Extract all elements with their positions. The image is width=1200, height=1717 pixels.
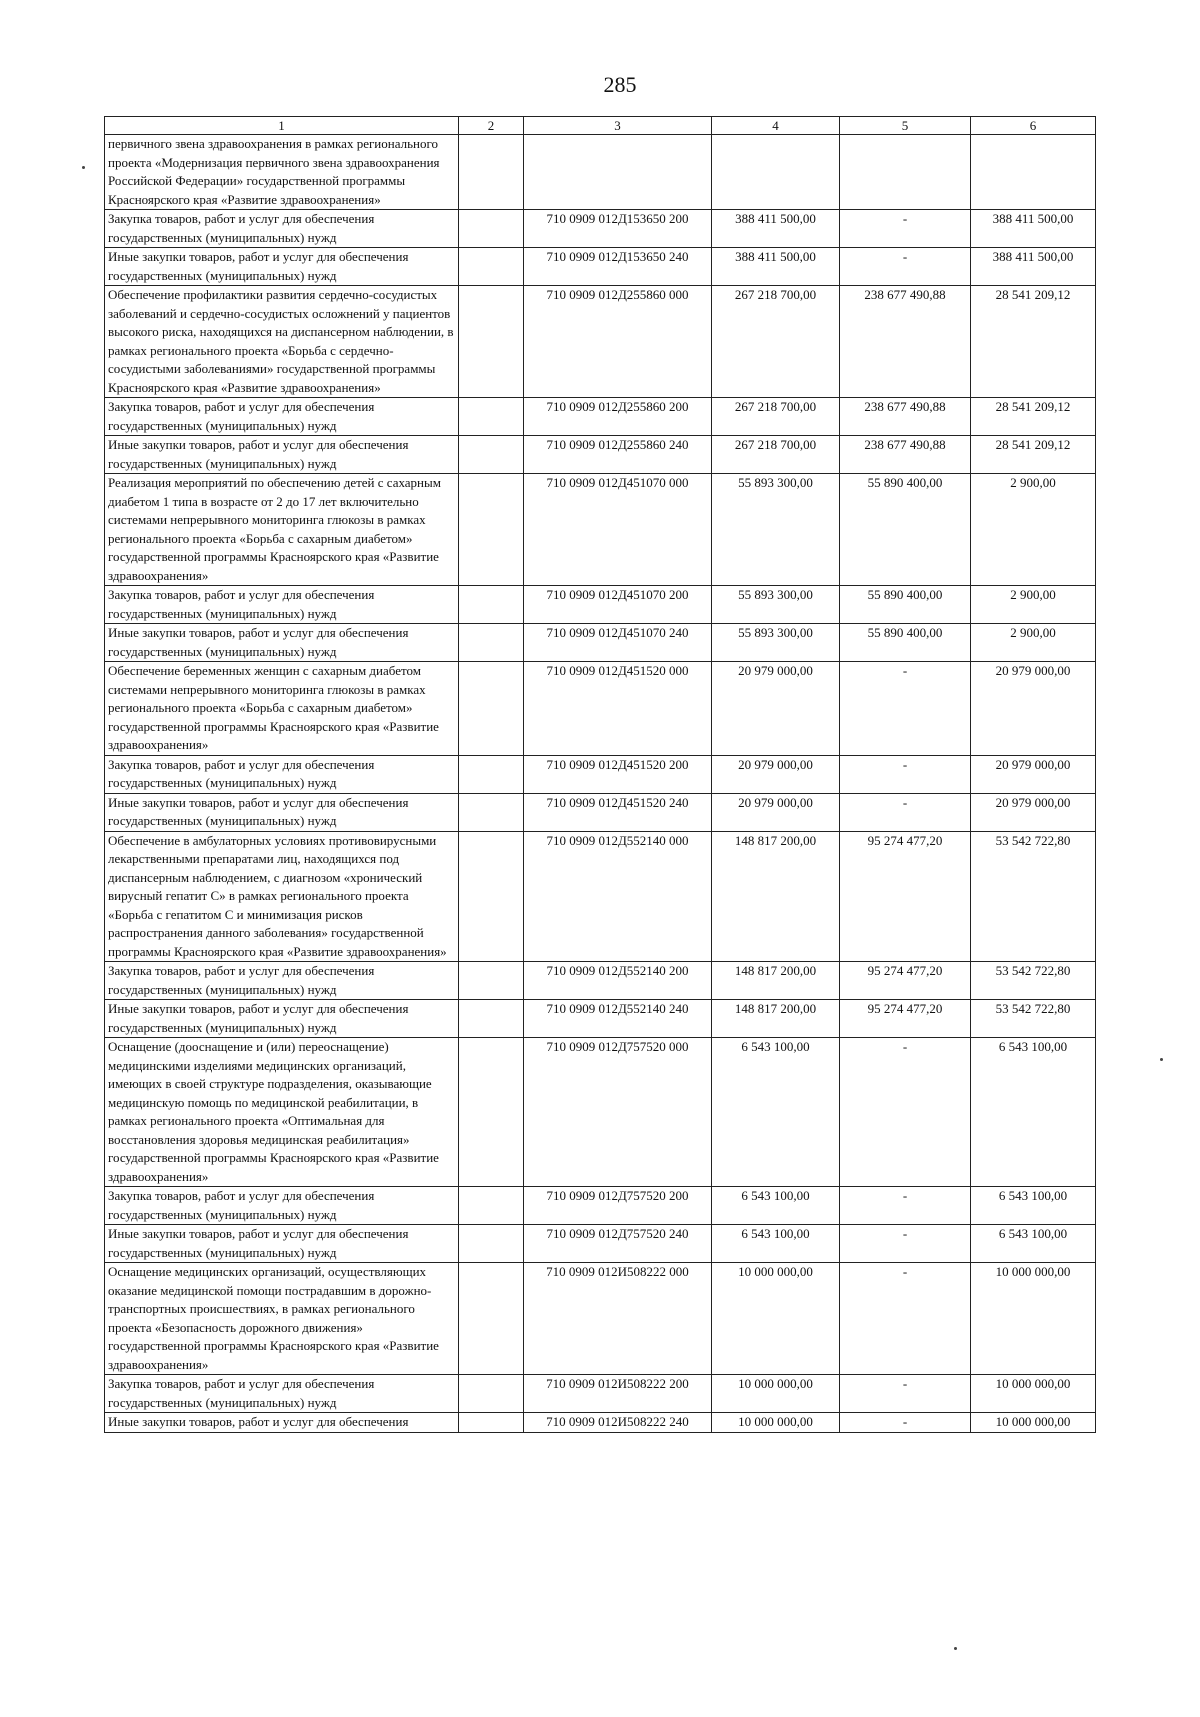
row-amount-remainder: 20 979 000,00 — [971, 755, 1096, 793]
scan-speck — [82, 166, 85, 169]
row-column-2 — [459, 586, 524, 624]
row-amount-remainder: 28 541 209,12 — [971, 286, 1096, 398]
row-budget-code: 710 0909 012Д153650 240 — [524, 248, 712, 286]
table-row — [105, 1263, 1096, 1375]
row-budget-code: 710 0909 012Д552140 200 — [524, 962, 712, 1000]
row-column-2 — [459, 831, 524, 962]
row-amount-total: 55 893 300,00 — [712, 586, 840, 624]
row-description: первичного звена здравоохранения в рамках регионального проекта «Модернизация первичного звена здравоохранения Российской Федерации» государственной программы Красноярского края «Развитие здравоохранения» — [105, 135, 459, 210]
row-budget-code: 710 0909 012Д757520 200 — [524, 1187, 712, 1225]
row-description: Оснащение (дооснащение и (или) переоснащение) медицинскими изделиями медицинских организаций, имеющих в своей структуре подразделения, оказывающие медицинскую помощь по медицинской реабилитации, в рамках регионального проекта «Оптимальная для восстановления здоровья медицинская реабилитация» государственной программы Красноярского края «Развитие здравоохранения» — [105, 1038, 459, 1187]
row-amount-total: 148 817 200,00 — [712, 1000, 840, 1038]
row-column-2 — [459, 286, 524, 398]
row-amount-executed: - — [840, 210, 971, 248]
row-column-2 — [459, 624, 524, 662]
row-amount-remainder: 6 543 100,00 — [971, 1187, 1096, 1225]
row-budget-code: 710 0909 012Д153650 200 — [524, 210, 712, 248]
row-amount-executed: - — [840, 1038, 971, 1187]
row-amount-total: 6 543 100,00 — [712, 1187, 840, 1225]
row-amount-remainder — [971, 135, 1096, 210]
column-header: 6 — [971, 117, 1096, 135]
scan-speck — [1160, 1058, 1163, 1061]
row-description: Иные закупки товаров, работ и услуг для обеспечения государственных (муниципальных) нужд — [105, 248, 459, 286]
row-budget-code: 710 0909 012Д757520 000 — [524, 1038, 712, 1187]
row-description: Обеспечение профилактики развития сердечно-сосудистых заболеваний и сердечно-сосудистых осложнений у пациентов высокого риска, находящихся на диспансерном наблюдении, в рамках регионального проекта «Борьба с сердечно-сосудистыми заболеваниями» государственной программы Красноярского края «Развитие здравоохранения» — [105, 286, 459, 398]
row-amount-remainder: 2 900,00 — [971, 624, 1096, 662]
row-amount-executed: - — [840, 248, 971, 286]
column-header: 1 — [105, 117, 459, 135]
row-column-2 — [459, 1375, 524, 1413]
row-amount-total: 148 817 200,00 — [712, 831, 840, 962]
row-description: Закупка товаров, работ и услуг для обеспечения государственных (муниципальных) нужд — [105, 1187, 459, 1225]
row-amount-total: 6 543 100,00 — [712, 1225, 840, 1263]
row-budget-code: 710 0909 012Д757520 240 — [524, 1225, 712, 1263]
row-amount-remainder: 53 542 722,80 — [971, 1000, 1096, 1038]
row-column-2 — [459, 1225, 524, 1263]
table-row — [105, 1375, 1096, 1413]
row-budget-code: 710 0909 012И508222 000 — [524, 1263, 712, 1375]
row-amount-executed: - — [840, 1375, 971, 1413]
scan-speck — [954, 1647, 957, 1650]
row-description: Иные закупки товаров, работ и услуг для обеспечения государственных (муниципальных) нужд — [105, 793, 459, 831]
row-amount-remainder: 10 000 000,00 — [971, 1263, 1096, 1375]
row-amount-executed — [840, 135, 971, 210]
table-row — [105, 135, 1096, 210]
row-amount-total: 267 218 700,00 — [712, 398, 840, 436]
row-amount-remainder: 388 411 500,00 — [971, 248, 1096, 286]
row-column-2 — [459, 398, 524, 436]
row-amount-total: 388 411 500,00 — [712, 210, 840, 248]
row-description: Иные закупки товаров, работ и услуг для обеспечения государственных (муниципальных) нужд — [105, 1000, 459, 1038]
row-amount-executed: 95 274 477,20 — [840, 962, 971, 1000]
row-budget-code — [524, 135, 712, 210]
row-budget-code: 710 0909 012Д451070 240 — [524, 624, 712, 662]
row-amount-executed: 55 890 400,00 — [840, 624, 971, 662]
row-column-2 — [459, 436, 524, 474]
row-amount-total: 10 000 000,00 — [712, 1263, 840, 1375]
row-amount-executed: 55 890 400,00 — [840, 474, 971, 586]
row-description: Реализация мероприятий по обеспечению детей с сахарным диабетом 1 типа в возрасте от 2 до 17 лет включительно системами непрерывного мониторинга глюкозы в рамках регионального проекта «Борьба с сахарным диабетом» государственной программы Красноярского края «Развитие здравоохранения» — [105, 474, 459, 586]
row-column-2 — [459, 135, 524, 210]
table-row — [105, 1038, 1096, 1187]
row-amount-remainder: 28 541 209,12 — [971, 436, 1096, 474]
column-header: 4 — [712, 117, 840, 135]
row-budget-code: 710 0909 012Д552140 000 — [524, 831, 712, 962]
column-header: 5 — [840, 117, 971, 135]
row-budget-code: 710 0909 012Д451520 240 — [524, 793, 712, 831]
row-amount-total: 55 893 300,00 — [712, 474, 840, 586]
row-amount-executed: 238 677 490,88 — [840, 398, 971, 436]
row-amount-remainder: 388 411 500,00 — [971, 210, 1096, 248]
table-row — [105, 793, 1096, 831]
table-row — [105, 436, 1096, 474]
row-amount-remainder: 10 000 000,00 — [971, 1375, 1096, 1413]
table-row — [105, 624, 1096, 662]
table-row — [105, 398, 1096, 436]
header-row — [105, 117, 1096, 135]
row-budget-code: 710 0909 012Д255860 000 — [524, 286, 712, 398]
row-description: Обеспечение беременных женщин с сахарным диабетом системами непрерывного мониторинга глюкозы в рамках регионального проекта «Борьба с сахарным диабетом» государственной программы Красноярского края «Развитие здравоохранения» — [105, 662, 459, 756]
page-number: 285 — [603, 72, 637, 97]
row-amount-remainder: 2 900,00 — [971, 586, 1096, 624]
row-column-2 — [459, 210, 524, 248]
table-body — [105, 135, 1096, 1433]
table-row — [105, 210, 1096, 248]
row-column-2 — [459, 662, 524, 756]
row-description: Иные закупки товаров, работ и услуг для обеспечения государственных (муниципальных) нужд — [105, 436, 459, 474]
row-amount-executed: - — [840, 1263, 971, 1375]
row-amount-total: 20 979 000,00 — [712, 793, 840, 831]
row-amount-total: 148 817 200,00 — [712, 962, 840, 1000]
row-amount-total: 20 979 000,00 — [712, 662, 840, 756]
table-row — [105, 831, 1096, 962]
row-amount-total: 267 218 700,00 — [712, 436, 840, 474]
row-amount-remainder: 2 900,00 — [971, 474, 1096, 586]
row-column-2 — [459, 1413, 524, 1433]
row-budget-code: 710 0909 012Д451070 200 — [524, 586, 712, 624]
table-row — [105, 1187, 1096, 1225]
row-description: Оснащение медицинских организаций, осуществляющих оказание медицинской помощи пострадавшим в дорожно-транспортных происшествиях, в рамках регионального проекта «Безопасность дорожного движения» государственной программы Красноярского края «Развитие здравоохранения» — [105, 1263, 459, 1375]
row-description: Закупка товаров, работ и услуг для обеспечения государственных (муниципальных) нужд — [105, 398, 459, 436]
row-budget-code: 710 0909 012Д255860 240 — [524, 436, 712, 474]
row-column-2 — [459, 248, 524, 286]
row-amount-remainder: 28 541 209,12 — [971, 398, 1096, 436]
row-amount-executed: - — [840, 793, 971, 831]
row-budget-code: 710 0909 012Д552140 240 — [524, 1000, 712, 1038]
table-row — [105, 286, 1096, 398]
row-amount-total: 10 000 000,00 — [712, 1375, 840, 1413]
row-column-2 — [459, 1187, 524, 1225]
row-amount-executed: - — [840, 1225, 971, 1263]
row-description: Закупка товаров, работ и услуг для обеспечения государственных (муниципальных) нужд — [105, 586, 459, 624]
row-amount-total: 267 218 700,00 — [712, 286, 840, 398]
row-amount-remainder: 20 979 000,00 — [971, 662, 1096, 756]
row-amount-remainder: 53 542 722,80 — [971, 831, 1096, 962]
table-row — [105, 1000, 1096, 1038]
row-amount-executed: - — [840, 1187, 971, 1225]
row-amount-remainder: 10 000 000,00 — [971, 1413, 1096, 1433]
table-row — [105, 586, 1096, 624]
row-column-2 — [459, 962, 524, 1000]
row-budget-code: 710 0909 012Д451520 200 — [524, 755, 712, 793]
row-budget-code: 710 0909 012Д451520 000 — [524, 662, 712, 756]
row-amount-remainder: 6 543 100,00 — [971, 1038, 1096, 1187]
row-amount-total: 55 893 300,00 — [712, 624, 840, 662]
table-row — [105, 962, 1096, 1000]
row-budget-code: 710 0909 012И508222 240 — [524, 1413, 712, 1433]
table-row — [105, 474, 1096, 586]
row-amount-executed: - — [840, 1413, 971, 1433]
row-budget-code: 710 0909 012Д451070 000 — [524, 474, 712, 586]
row-amount-executed: 95 274 477,20 — [840, 1000, 971, 1038]
row-amount-executed: - — [840, 755, 971, 793]
row-description: Обеспечение в амбулаторных условиях противовирусными лекарственными препаратами лиц, находящихся под диспансерным наблюдением, с диагнозом «хронический вирусный гепатит С» в рамках регионального проекта «Борьба с гепатитом С и минимизация рисков распространения данного заболевания» государственной программы Красноярского края «Развитие здравоохранения» — [105, 831, 459, 962]
row-budget-code: 710 0909 012И508222 200 — [524, 1375, 712, 1413]
row-amount-executed: 238 677 490,88 — [840, 286, 971, 398]
row-description: Иные закупки товаров, работ и услуг для обеспечения государственных (муниципальных) нужд — [105, 624, 459, 662]
row-amount-total: 10 000 000,00 — [712, 1413, 840, 1433]
row-column-2 — [459, 793, 524, 831]
row-amount-executed: - — [840, 662, 971, 756]
row-amount-total: 388 411 500,00 — [712, 248, 840, 286]
row-budget-code: 710 0909 012Д255860 200 — [524, 398, 712, 436]
row-amount-total — [712, 135, 840, 210]
row-amount-remainder: 20 979 000,00 — [971, 793, 1096, 831]
row-amount-executed: 95 274 477,20 — [840, 831, 971, 962]
row-description: Закупка товаров, работ и услуг для обеспечения государственных (муниципальных) нужд — [105, 962, 459, 1000]
row-amount-executed: 55 890 400,00 — [840, 586, 971, 624]
table-row — [105, 1413, 1096, 1433]
row-amount-total: 20 979 000,00 — [712, 755, 840, 793]
row-amount-remainder: 6 543 100,00 — [971, 1225, 1096, 1263]
row-column-2 — [459, 1263, 524, 1375]
table-row — [105, 662, 1096, 756]
budget-table — [104, 116, 1096, 1433]
row-description: Иные закупки товаров, работ и услуг для обеспечения — [105, 1413, 459, 1433]
row-description: Закупка товаров, работ и услуг для обеспечения государственных (муниципальных) нужд — [105, 1375, 459, 1413]
row-column-2 — [459, 474, 524, 586]
row-column-2 — [459, 755, 524, 793]
row-column-2 — [459, 1000, 524, 1038]
row-description: Иные закупки товаров, работ и услуг для обеспечения государственных (муниципальных) нужд — [105, 1225, 459, 1263]
row-amount-total: 6 543 100,00 — [712, 1038, 840, 1187]
row-column-2 — [459, 1038, 524, 1187]
row-amount-executed: 238 677 490,88 — [840, 436, 971, 474]
column-header: 3 — [524, 117, 712, 135]
row-amount-remainder: 53 542 722,80 — [971, 962, 1096, 1000]
table-row — [105, 755, 1096, 793]
table-row — [105, 248, 1096, 286]
table-row — [105, 1225, 1096, 1263]
row-description: Закупка товаров, работ и услуг для обеспечения государственных (муниципальных) нужд — [105, 755, 459, 793]
row-description: Закупка товаров, работ и услуг для обеспечения государственных (муниципальных) нужд — [105, 210, 459, 248]
column-header: 2 — [459, 117, 524, 135]
